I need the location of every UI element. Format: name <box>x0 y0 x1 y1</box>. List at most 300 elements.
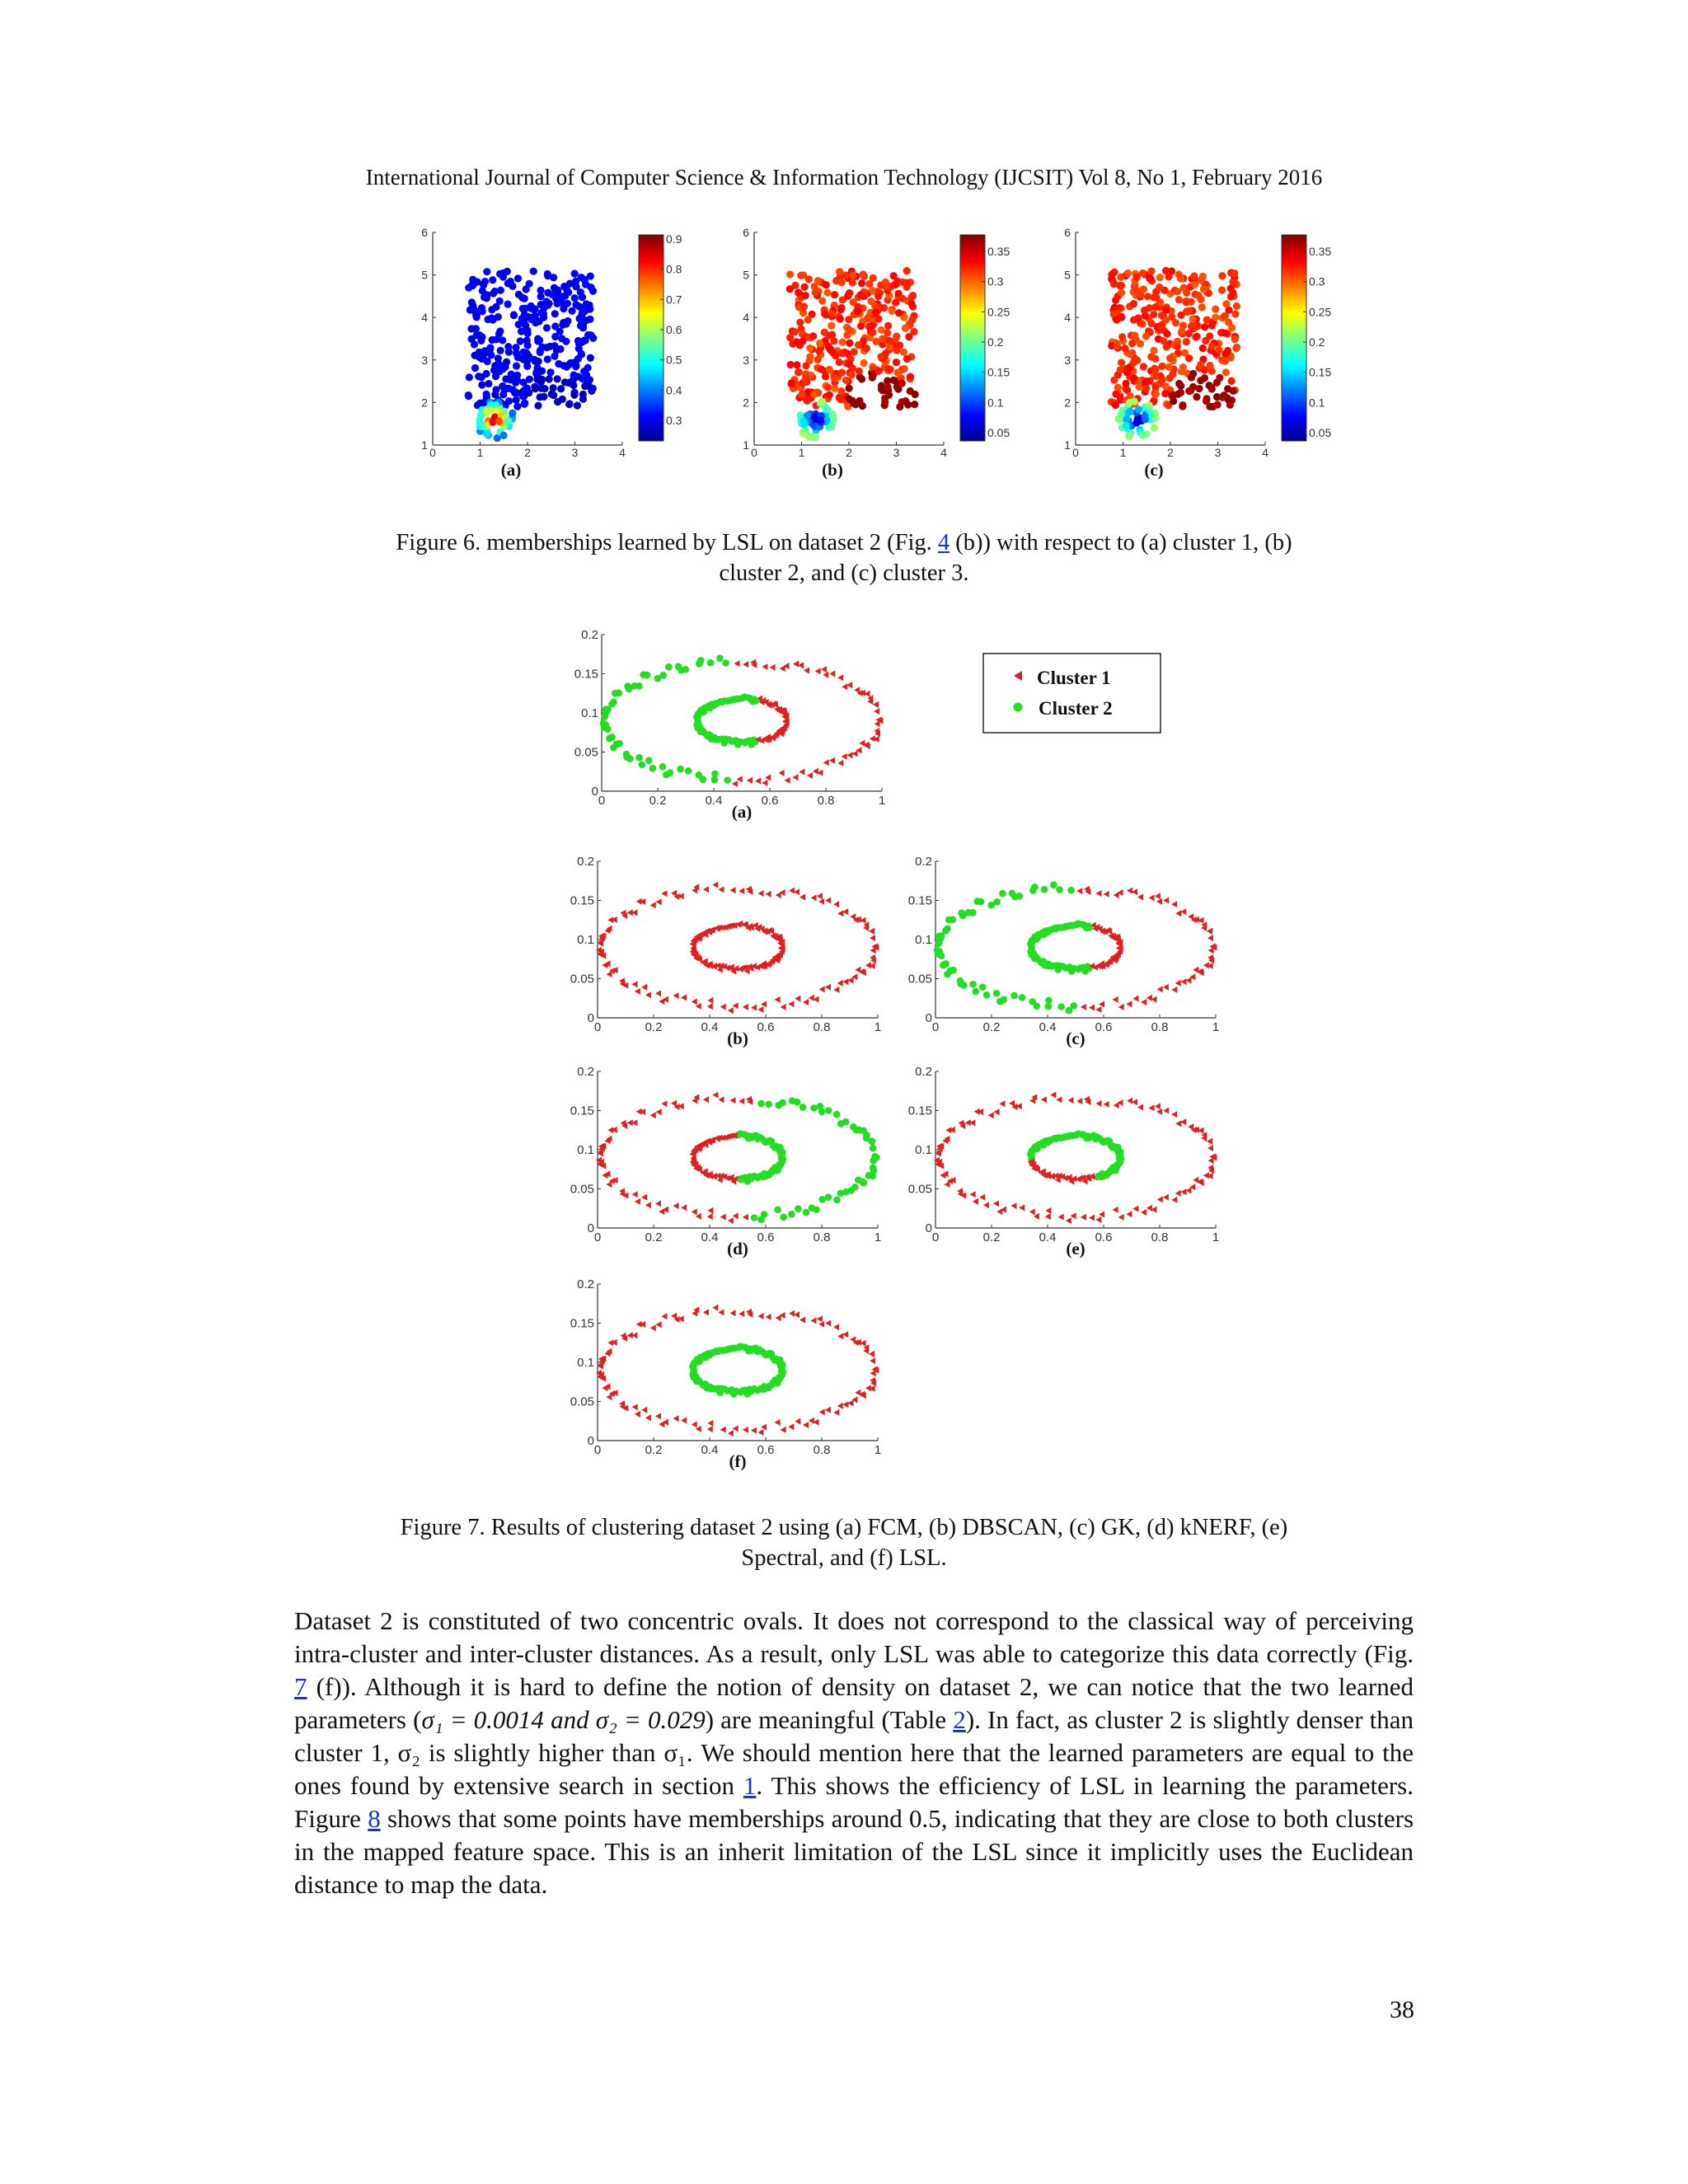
cluster1-point <box>1157 1196 1163 1202</box>
cluster1-point <box>681 1204 687 1211</box>
cluster1-point <box>837 674 843 681</box>
membership-point <box>562 320 570 327</box>
membership-point <box>838 368 846 376</box>
membership-point <box>786 270 794 278</box>
fig7-panel-1 <box>570 855 881 1048</box>
cluster2-point <box>1034 1003 1041 1010</box>
cluster1-point <box>707 1003 713 1010</box>
membership-point <box>815 347 823 354</box>
membership-point <box>534 402 542 410</box>
x-tick-label: 2 <box>524 446 531 459</box>
cluster1-point <box>712 1092 718 1099</box>
cluster2-point <box>639 762 646 769</box>
cluster2-point <box>780 1214 787 1221</box>
membership-point <box>904 401 912 408</box>
cluster1-point <box>1171 1197 1177 1203</box>
membership-point <box>855 341 862 349</box>
cluster2-point <box>626 755 634 762</box>
membership-point <box>582 281 589 288</box>
cluster2-point <box>850 1123 857 1131</box>
cluster1-point <box>1137 893 1143 900</box>
y-tick-label: 0.1 <box>581 706 598 720</box>
x-tick-label: 4 <box>1262 446 1268 459</box>
membership-point <box>1158 363 1165 370</box>
cluster2-point <box>813 1206 820 1213</box>
membership-point <box>540 313 547 321</box>
cluster1-point <box>1149 1104 1155 1111</box>
y-tick-label: 2 <box>421 396 428 410</box>
cluster1-point <box>747 777 753 784</box>
cluster1-point <box>636 1321 642 1328</box>
membership-point <box>1133 274 1141 281</box>
membership-point <box>1203 316 1211 323</box>
cluster1-point <box>776 892 781 898</box>
membership-point <box>851 348 858 355</box>
cluster1-point <box>707 1420 713 1427</box>
membership-point <box>507 278 514 285</box>
colorbar-tick-label: 0.8 <box>666 262 682 276</box>
cluster1-point <box>755 778 761 785</box>
cluster1-point <box>1146 995 1152 1001</box>
membership-point <box>1179 402 1186 410</box>
cluster2-point <box>973 898 981 905</box>
cluster1-point <box>1207 928 1212 935</box>
membership-point <box>1188 373 1195 381</box>
y-tick-label: 1 <box>421 438 428 452</box>
membership-point <box>579 391 587 398</box>
cluster1-point <box>789 1310 795 1317</box>
membership-point <box>1163 343 1170 350</box>
colorbar-tick-label: 0.15 <box>1309 365 1332 379</box>
colorbar-tick-label: 0.5 <box>666 353 682 367</box>
cluster1-point <box>837 1403 843 1409</box>
membership-point <box>502 375 509 382</box>
figure4-link[interactable]: 4 <box>937 530 950 555</box>
cluster1-point <box>671 1100 677 1107</box>
cluster1-point <box>1132 996 1138 1002</box>
x-tick-label: 2 <box>846 446 852 459</box>
x-tick-label: 0.4 <box>701 1443 719 1457</box>
cluster1-point <box>730 1310 736 1316</box>
figure8-link[interactable]: 8 <box>368 1804 381 1833</box>
membership-point <box>898 295 906 302</box>
membership-point <box>1142 385 1150 392</box>
cluster1-point <box>751 1427 757 1434</box>
cluster1-point <box>1156 1108 1162 1115</box>
membership-point <box>805 275 813 283</box>
membership-point <box>1231 310 1239 317</box>
membership-point <box>489 316 496 323</box>
cluster1-point <box>869 928 874 935</box>
cluster1-point <box>655 990 661 996</box>
cluster1-point <box>825 984 831 991</box>
membership-point <box>553 346 560 354</box>
membership-point <box>1199 344 1207 352</box>
membership-point <box>544 355 551 363</box>
membership-point <box>903 267 911 274</box>
membership-point <box>546 368 554 376</box>
cluster1-point <box>1045 1207 1051 1214</box>
fig7-panel-4 <box>908 1065 1219 1258</box>
membership-point <box>1228 396 1236 404</box>
cluster1-point <box>823 759 829 766</box>
membership-point <box>465 284 472 291</box>
fig7-panel-label: (a) <box>731 802 753 822</box>
cluster1-point <box>607 1339 613 1346</box>
legend <box>983 654 1160 733</box>
cluster1-point <box>728 1217 734 1224</box>
membership-point <box>860 293 868 300</box>
cluster1-point <box>738 1310 744 1317</box>
cluster1-point <box>720 1004 726 1010</box>
membership-point <box>1123 422 1130 429</box>
cluster1-point <box>766 1314 771 1320</box>
membership-point <box>1151 365 1158 373</box>
cluster1-point <box>1099 1001 1104 1008</box>
membership-point <box>520 392 528 400</box>
cluster1-point <box>833 1324 839 1330</box>
membership-point <box>828 310 836 317</box>
cluster1-point <box>795 996 800 1002</box>
membership-point <box>1117 274 1124 281</box>
membership-point <box>795 288 802 296</box>
membership-point <box>884 383 892 391</box>
cluster1-point <box>632 1191 638 1197</box>
membership-point <box>1114 342 1121 349</box>
membership-point <box>1212 314 1219 321</box>
membership-point <box>1121 344 1128 352</box>
cluster1-point <box>1163 1194 1169 1201</box>
cluster1-point <box>817 1315 823 1322</box>
membership-point <box>821 310 828 317</box>
membership-point <box>1129 359 1137 367</box>
membership-point <box>536 336 543 344</box>
membership-point <box>1198 276 1205 284</box>
cluster1-point <box>692 1421 697 1427</box>
cluster1-point <box>803 1422 809 1428</box>
para-text-6: shows that some points have memberships around 0.5, indicating that they are close to both clusters in the mapped feature space. This is an inherit limitation of the LSL since it implicitly uses the Euclidean distance to map the data. <box>294 1804 1414 1899</box>
para-math-sigma: σ₁ = 0.0014 and σ₂ = 0.029 <box>421 1705 706 1734</box>
cluster1-point <box>1050 1092 1056 1099</box>
membership-point <box>1214 401 1221 408</box>
cluster1-point <box>719 886 724 893</box>
x-tick-label: 0 <box>931 1230 940 1244</box>
cluster2-point <box>938 952 945 959</box>
membership-point <box>869 329 876 336</box>
colorbar-tick-label: 0.35 <box>1309 245 1332 258</box>
cluster2-point <box>825 1193 832 1201</box>
x-tick-label: 3 <box>893 446 900 459</box>
x-tick-label: 0.2 <box>645 1230 663 1244</box>
cluster1-point <box>829 757 835 764</box>
membership-point <box>846 289 853 297</box>
membership-point <box>561 378 569 386</box>
x-tick-label: 0.2 <box>982 1020 1001 1034</box>
cluster1-point <box>738 1098 744 1104</box>
membership-point <box>826 391 833 399</box>
membership-point <box>912 391 919 398</box>
membership-point <box>854 307 861 315</box>
membership-point <box>814 356 821 363</box>
membership-point <box>546 375 553 382</box>
cluster2-point <box>871 1153 879 1160</box>
cluster2-point <box>803 1209 810 1216</box>
membership-point <box>1142 332 1150 340</box>
membership-point <box>875 368 883 375</box>
cluster2-point <box>935 940 942 947</box>
cluster1-point <box>712 882 718 888</box>
fig6-panel-label: (c) <box>1144 460 1164 480</box>
membership-point <box>850 400 857 407</box>
membership-point <box>830 374 837 382</box>
cluster2-point <box>999 890 1006 898</box>
membership-point <box>1150 311 1157 318</box>
membership-point <box>523 336 531 344</box>
membership-point <box>1183 338 1190 345</box>
cluster1-point <box>734 660 740 667</box>
para-text-1: Dataset 2 is constituted of two concentric ovals. It does not correspond to the classical way of perceiving intra-cluster and inter-cluster distances. As a result, only LSL was able to categorize this data correctly (Fig. <box>294 1606 1414 1668</box>
membership-point <box>1193 333 1201 340</box>
cluster2-point <box>1019 994 1026 1001</box>
membership-point <box>885 391 893 399</box>
cluster1-point <box>738 888 744 894</box>
membership-point <box>1110 269 1118 276</box>
section1-link[interactable]: 1 <box>743 1771 757 1800</box>
cluster1-point <box>855 1390 860 1396</box>
fig7-panel-label: (b) <box>727 1029 748 1048</box>
cluster1-point <box>1193 967 1198 973</box>
x-tick-label: 3 <box>571 446 579 459</box>
cluster1-point <box>795 1418 800 1425</box>
membership-point <box>816 340 823 347</box>
cluster1-point <box>869 1351 874 1357</box>
membership-point <box>802 292 809 299</box>
cluster1-point <box>1095 1006 1101 1013</box>
cluster1-point <box>945 1127 951 1133</box>
cluster1-point <box>1163 984 1169 991</box>
membership-point <box>1190 272 1198 279</box>
cluster2-point <box>1045 997 1053 1005</box>
fig6-panel-label: (a) <box>500 460 522 480</box>
cluster1-point <box>1137 1104 1143 1110</box>
membership-point <box>589 287 597 294</box>
y-tick-label: 0.15 <box>907 1104 932 1118</box>
membership-point <box>905 333 912 340</box>
figure7-caption-line2: Spectral, and (f) LSL. <box>741 1545 947 1571</box>
membership-point <box>530 268 537 275</box>
cluster1-point <box>1163 898 1169 904</box>
cluster2-point <box>789 1097 796 1104</box>
cluster1-point <box>758 1313 764 1319</box>
membership-point <box>788 379 795 387</box>
x-tick-label: 0.6 <box>1095 1020 1113 1034</box>
membership-point <box>1150 347 1157 354</box>
cluster2-point <box>1056 886 1063 893</box>
cluster1-point <box>1163 1108 1169 1114</box>
membership-point <box>893 359 900 366</box>
cluster2-point <box>1001 996 1008 1003</box>
cluster2-point <box>612 690 619 697</box>
x-tick-label: 1 <box>1212 1020 1220 1034</box>
cluster1-point <box>854 687 860 693</box>
x-tick-label: 0.6 <box>757 1443 775 1457</box>
cluster1-point <box>1068 1097 1074 1104</box>
membership-point <box>791 328 799 335</box>
cluster1-point <box>779 770 785 776</box>
cluster1-point <box>732 780 738 787</box>
cluster1-point <box>842 978 848 985</box>
membership-point <box>1112 390 1119 397</box>
membership-point <box>513 362 520 369</box>
cluster2-point <box>665 663 673 671</box>
cluster1-point <box>775 996 781 1003</box>
cluster1-point <box>761 1424 767 1431</box>
cluster1-point <box>627 1119 633 1126</box>
membership-point <box>1231 269 1238 277</box>
y-tick-label: 0 <box>591 785 598 799</box>
fig7-panel-label: (e) <box>1066 1239 1085 1258</box>
cluster2-point <box>950 967 957 974</box>
membership-point <box>1178 312 1185 319</box>
membership-point <box>881 398 889 405</box>
membership-point <box>554 375 561 382</box>
cluster1-point <box>818 898 824 905</box>
membership-point <box>832 352 839 359</box>
cluster2-point <box>983 991 991 999</box>
membership-point <box>874 315 882 322</box>
cluster1-point <box>650 902 656 908</box>
cluster1-point <box>1095 1216 1101 1223</box>
membership-point <box>543 324 551 331</box>
cluster1-point <box>635 1198 640 1205</box>
membership-point <box>566 280 574 288</box>
cluster1-point <box>781 1427 786 1433</box>
membership-point <box>837 396 845 403</box>
cluster1-point <box>703 1309 709 1315</box>
cluster1-point <box>788 1001 794 1007</box>
membership-point <box>504 417 512 424</box>
membership-point <box>490 289 497 297</box>
cluster1-point <box>807 772 813 779</box>
membership-point <box>887 366 894 373</box>
membership-point <box>515 291 523 298</box>
cluster1-point <box>965 1119 971 1126</box>
membership-point <box>1174 343 1181 350</box>
cluster1-point <box>728 1007 734 1014</box>
cluster1-point <box>799 769 804 776</box>
membership-point <box>478 381 485 388</box>
x-tick-label: 0.2 <box>645 1443 663 1457</box>
cluster1-point <box>703 886 709 893</box>
cluster1-point <box>1180 1188 1186 1195</box>
x-tick-label: 0.2 <box>649 794 667 808</box>
x-tick-label: 0.6 <box>757 1020 775 1034</box>
cluster1-point <box>636 898 642 905</box>
y-tick-label: 0.2 <box>577 855 594 869</box>
membership-point <box>907 373 914 380</box>
figure7-caption-line1: Figure 7. Results of clustering dataset 2 using (a) FCM, (b) DBSCAN, (c) GK, (d) kNERF, (e) <box>400 1515 1288 1540</box>
cluster1-point <box>1104 891 1109 898</box>
cluster1-point <box>1104 1101 1109 1108</box>
cluster2-point <box>870 1165 877 1172</box>
cluster1-point <box>1175 910 1181 916</box>
membership-point <box>471 340 478 348</box>
cluster1-point <box>1207 1145 1213 1151</box>
membership-point <box>896 403 903 410</box>
membership-point <box>578 316 585 324</box>
membership-point <box>1221 350 1229 358</box>
membership-point <box>885 337 893 344</box>
membership-point <box>532 312 539 320</box>
membership-point <box>898 379 906 387</box>
membership-point <box>1186 307 1193 315</box>
membership-point <box>845 316 852 323</box>
x-tick-label: 1 <box>874 1230 882 1244</box>
y-tick-label: 0.1 <box>577 1143 594 1157</box>
cluster2-point <box>863 1135 870 1142</box>
membership-point <box>817 416 824 424</box>
cluster1-point <box>1096 1100 1102 1107</box>
membership-point <box>786 285 794 293</box>
y-tick-label: 0.2 <box>577 1277 594 1291</box>
membership-point <box>483 268 490 275</box>
cluster2-point <box>987 902 995 909</box>
cluster1-point <box>1175 1190 1181 1197</box>
cluster2-point <box>788 1211 795 1218</box>
cluster1-point <box>719 1309 724 1315</box>
table2-link[interactable]: 2 <box>953 1705 966 1734</box>
membership-point <box>1206 332 1213 340</box>
cluster1-point <box>707 997 713 1004</box>
membership-point <box>476 400 484 407</box>
cluster2-point <box>817 1103 824 1110</box>
colorbar <box>639 235 663 441</box>
membership-point <box>1193 393 1200 401</box>
cluster1-point <box>818 1321 824 1328</box>
cluster2-point <box>659 763 667 771</box>
cluster2-point <box>667 769 674 776</box>
membership-point <box>495 417 503 424</box>
cluster1-point <box>1193 1177 1198 1183</box>
membership-point <box>826 331 833 339</box>
membership-point <box>1152 390 1160 397</box>
y-tick-label: 0.1 <box>915 933 932 947</box>
cluster1-point <box>848 977 854 984</box>
cluster1-point <box>1207 1138 1212 1145</box>
membership-point <box>1195 385 1203 392</box>
page-number: 38 <box>1390 1996 1414 2023</box>
membership-point <box>562 338 570 345</box>
cluster1-point <box>632 1404 638 1410</box>
cluster1-point <box>641 1407 647 1413</box>
cluster1-point <box>1171 1111 1177 1118</box>
cluster1-point <box>1089 1005 1095 1011</box>
membership-point <box>1141 307 1148 314</box>
membership-point <box>581 374 588 382</box>
membership-point <box>1188 322 1195 330</box>
colorbar-tick-label: 0.3 <box>666 414 682 427</box>
membership-point <box>1125 432 1132 439</box>
membership-point <box>842 377 850 384</box>
figure7-link[interactable]: 7 <box>294 1672 307 1701</box>
membership-point <box>485 380 492 387</box>
membership-point <box>1175 296 1183 303</box>
membership-point <box>882 349 889 357</box>
x-tick-label: 0.6 <box>757 1230 775 1244</box>
membership-point <box>504 343 512 350</box>
membership-point <box>1166 354 1174 362</box>
membership-point <box>479 307 486 315</box>
